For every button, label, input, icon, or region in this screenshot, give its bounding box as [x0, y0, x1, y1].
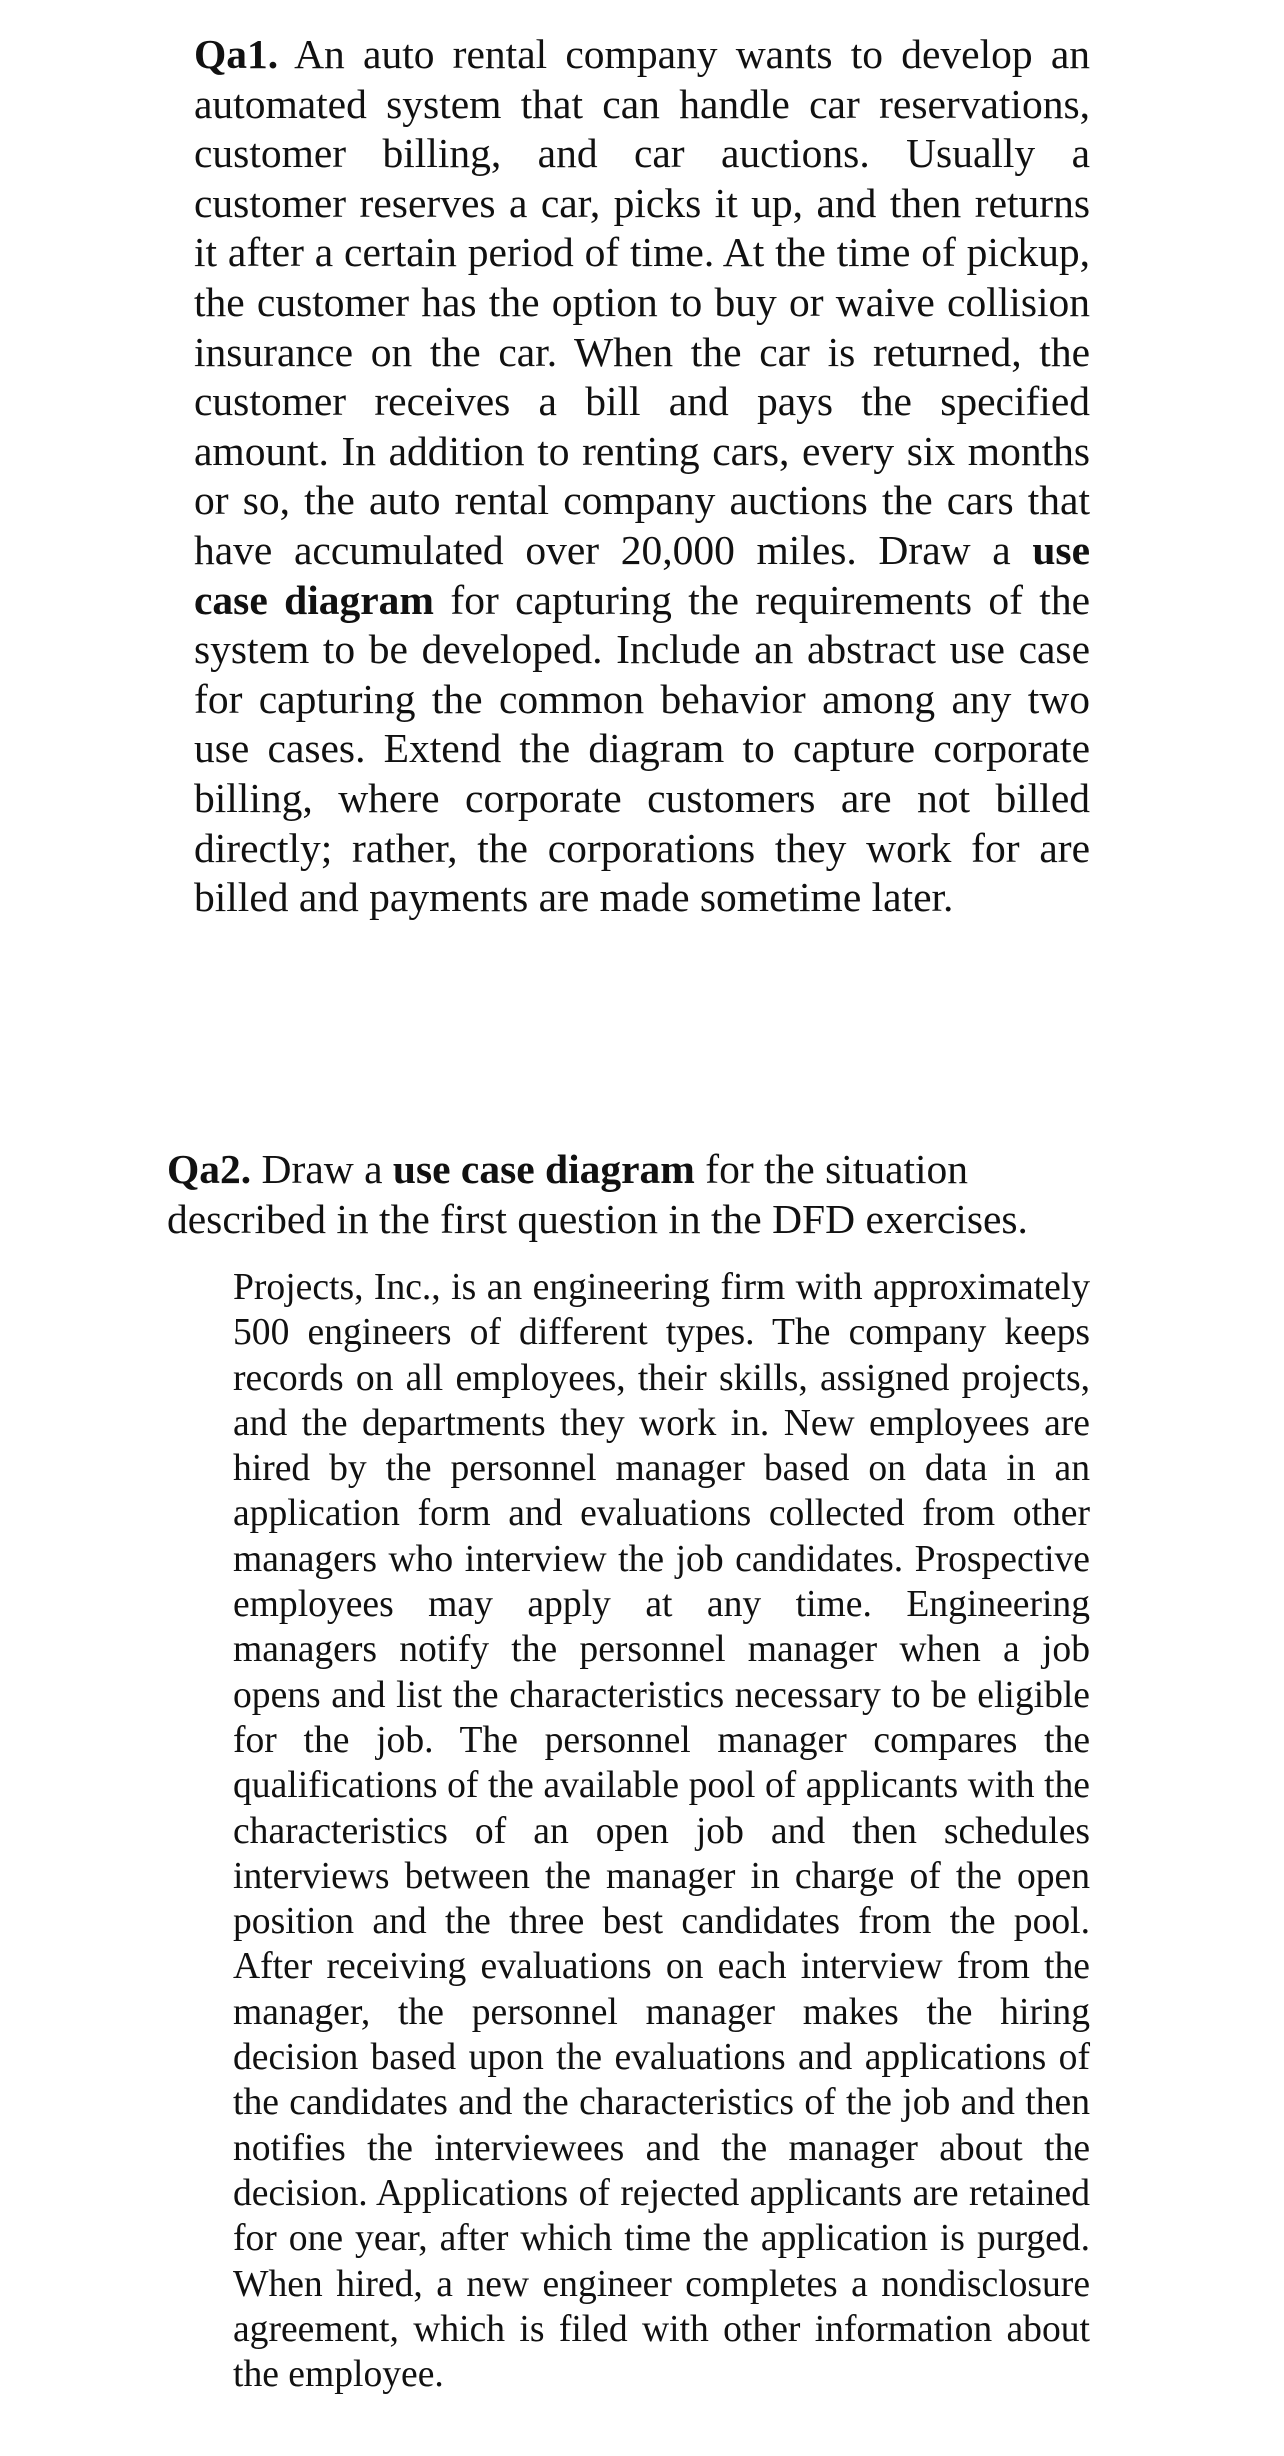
question-qa1-text-after: for capturing the requirements of the system to be developed. Include an abstract use case for capturing the common behavior among any two use cases. Extend the diagram to capture corporate billing, where corporate customers are not billed directly; rather, the corporations they work for are billed and payments are made sometime later. [194, 576, 1091, 921]
question-qa2-emphasis: use case diagram [392, 1146, 695, 1192]
question-qa2-text-after: for the situation described in the first question in the DFD exercises. [167, 1146, 1028, 1242]
question-qa1-text-before: An auto rental company wants to develop an automated system that can handle car reservations, customer billing, and car auctions. Usually a customer reserves a car, picks it up, and then returns it after a certain period of time. At the time of pickup, the customer has the option to buy or waive collision insurance on the car. When the car is returned, the customer receives a bill and pays the specified amount. In addition to renting cars, every six months or so, the auto rental company auctions the cars that have accumulated over 20,000 miles. Draw a [194, 31, 1090, 573]
quoted-scenario-text: Projects, Inc., is an engineering firm with approximately 500 engineers of different types. The company keeps records on all employees, their skills, assigned projects, and the departments they work in. New employees are hired by the personnel manager based on data in an application form and evaluations collected from other managers who interview the job candidates. Prospective employees may apply at any time. Engineering managers notify the personnel manager when a job opens and list the characteristics necessary to be eligible for the job. The personnel manager compares the qualifications of the available pool of applicants with the characteristics of an open job and then schedules interviews between the manager in charge of the open position and the three best candidates from the pool. After receiving evaluations on each interview from the manager, the personnel manager makes the hiring decision based upon the evaluations and applications of the candidates and the characteristics of the job and then notifies the interviewees and the manager about the decision. Applications of rejected applicants are retained for one year, after which time the application is purged. When hired, a new engineer completes a nondisclosure agreement, which is filed with other information about the employee. [233, 1267, 1090, 2396]
question-qa2-label: Qa2. [167, 1146, 252, 1192]
question-qa2 [167, 1145, 1097, 1244]
question-qa1-emphasis: use case diagram [194, 526, 1090, 623]
question-qa2-text-before: Draw a [251, 1146, 393, 1192]
question-qa1 [194, 30, 1090, 923]
question-qa1-label: Qa1. [194, 31, 279, 77]
